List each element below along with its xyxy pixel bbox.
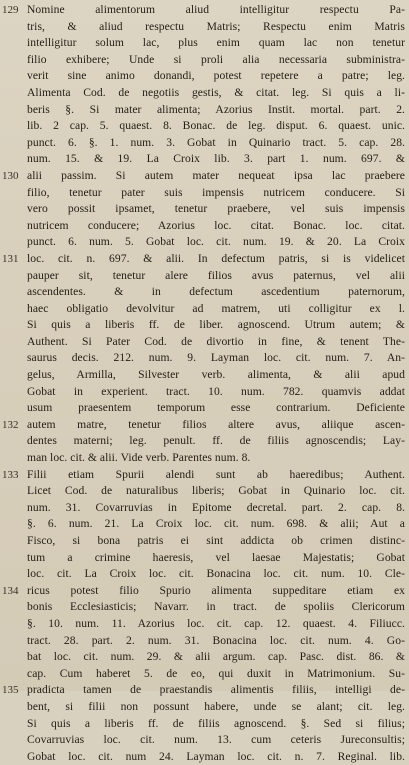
text-line: beris §. Si mater alimenta; Azorius Instit. mortal. part. 2.	[27, 102, 405, 116]
text-line: dentes materni; leg. penult. ff. de filiis agnoscendis; Lay-	[27, 434, 405, 448]
paragraph-129	[1, 2, 405, 168]
paragraph-text	[27, 467, 405, 583]
text-line: Licet Cod. de naturalibus liberis; Gobat in Quinario loc. cit.	[27, 484, 405, 498]
paragraph-text	[27, 583, 405, 683]
paragraph-130	[1, 168, 405, 251]
text-line: intelligitur solum lac, plus enim quam lac non tenetur	[27, 36, 405, 50]
text-line: Filii etiam Spurii alendi sunt ab haeredibus; Authent.	[27, 467, 405, 481]
text-line: Authent. Si Pater Cod. de divortio in fine, & tenent The-	[27, 334, 405, 348]
text-line: man loc. cit. & alii. Vide verb. Parentes num. 8.	[27, 451, 251, 465]
text-line: Nomine alimentorum aliud intelligitur respectu Pa-	[27, 3, 405, 16]
paragraph-133	[1, 467, 405, 583]
text-line: tract. 28. part. 2. num. 31. Bonacina loc. cit. num. 4. Go-	[27, 633, 405, 647]
text-line: gelus, Armilla, Silvester verb. alimenta, & alii apud	[27, 368, 405, 382]
text-line: lib. 2 cap. 5. quaest. 8. Bonac. de leg. disput. 6. quaest. unic.	[27, 119, 405, 133]
paragraph-text	[27, 168, 405, 251]
margin-number: 131	[2, 252, 19, 265]
margin-number: 132	[2, 418, 19, 431]
text-line: pauper sit, tenetur alere filios avus paternus, vel alii	[27, 268, 405, 282]
text-line: vero possit ipsamet, tenetur praebere, vel suis impensis	[27, 202, 405, 216]
text-line: ascendentes. & in defectum ascedentium paternorum,	[27, 285, 405, 299]
text-line: bent, si filii non possunt habere, unde se alant; cit. leg.	[27, 699, 405, 713]
text-line: tris, & aliud respectu Matris; Respectu enim Matris	[27, 19, 405, 33]
text-line: Si quis a liberis ff. de liber. agnoscend. Utrum autem; &	[27, 318, 405, 332]
paragraph-134	[1, 583, 405, 683]
text-line: tum a crimine haeresis, vel laesae Majestatis; Gobat	[27, 550, 405, 564]
text-line: §. 6. num. 21. La Croix loc. cit. num. 698. & alii; Aut a	[27, 517, 405, 531]
text-line: Fisco, si bona patris ei sint addicta ob crimen distinc-	[27, 534, 405, 547]
text-line: bonis Ecclesiasticis; Navarr. in tract. de spoliis Clericorum	[27, 600, 405, 614]
paragraph-132	[1, 417, 405, 467]
text-line: Gobat loc. cit. num 24. Layman loc. cit. n. 7. Reginal. lib.	[27, 749, 405, 763]
text-line: verit sine animo donandi, potest repetere a patre; leg.	[27, 69, 405, 83]
text-line: cap. Cum haberet 5. de eo, qui duxit in Matrimonium. Su-	[27, 666, 405, 680]
text-line: saurus decis. 212. num. 9. Layman loc. cit. num. 7. An-	[27, 351, 405, 365]
text-line: bat loc. cit. num. 29. & alii argum. cap. Pasc. dist. 86. &	[27, 650, 405, 664]
text-line: usum praesentem temporum esse contrarium. Deficiente	[27, 401, 405, 415]
text-line: filio, tenetur pater suis impensis nutricem conducere. Si	[27, 185, 405, 199]
margin-number: 135	[2, 684, 19, 697]
text-line: filio exhibere; Unde si proli alia necessaria subministra-	[27, 52, 405, 66]
text-line: num. 15. & 19. La Croix lib. 3. part 1. num. 697. &	[27, 152, 405, 166]
paragraph-135	[1, 682, 405, 765]
paragraph-text	[27, 2, 405, 168]
text-line: punct. 6. §. 1. num. 3. Gobat in Quinario tract. 5. cap. 28.	[27, 135, 405, 149]
margin-number: 130	[2, 169, 19, 182]
text-line: ricus potest filio Spurio alimenta suppeditare etiam ex	[27, 583, 405, 597]
text-line: Covarruvias loc. cit. num. 13. cum ceteris Jureconsultis;	[27, 733, 405, 747]
margin-number: 133	[2, 468, 19, 481]
text-line: pradicta tamen de praestandis alimentis filiis, intelligi de-	[27, 683, 405, 697]
paragraph-131	[1, 251, 405, 417]
paragraph-text	[27, 682, 405, 765]
text-line: punct. 6. num. 5. Gobat loc. cit. num. 19. & 20. La Croix	[27, 235, 405, 249]
text-line: autem matre, tenetur filios altere avus, aliique ascen-	[27, 417, 405, 431]
text-line: loc. cit. n. 697. & alii. In defectum patris, si is videlicet	[27, 251, 405, 265]
text-line: Alimenta Cod. de negotiis gestis, & citat. leg. Si quis a li-	[27, 85, 405, 99]
margin-number: 134	[2, 584, 19, 597]
text-line: nutricem conducere; Azorius loc. citat. Bonac. loc. citat.	[27, 218, 405, 232]
text-line: loc. cit. La Croix loc. cit. Bonacina loc. cit. num. 10. Cle-	[27, 567, 405, 581]
text-line: Gobat in experient. tract. 10. num. 782. quamvis addat	[27, 384, 405, 398]
text-line: num. 31. Covarruvias in Epitome decretal. part. 2. cap. 8.	[27, 500, 405, 514]
paragraph-text	[27, 417, 405, 467]
text-line: haec obligatio devolvitur ad matrem, uti colligitur ex l.	[27, 301, 405, 315]
margin-number: 129	[2, 4, 19, 16]
paragraph-text	[27, 251, 405, 417]
text-line: §. 10. num. 11. Azorius loc. cit. cap. 12. quaest. 4. Filiucc.	[27, 616, 405, 630]
text-line: Si quis a liberis ff. de filiis agnoscend. §. Sed si filius;	[27, 716, 405, 730]
text-line: alii passim. Si autem mater nequeat ipsa lac praebere	[27, 168, 405, 182]
